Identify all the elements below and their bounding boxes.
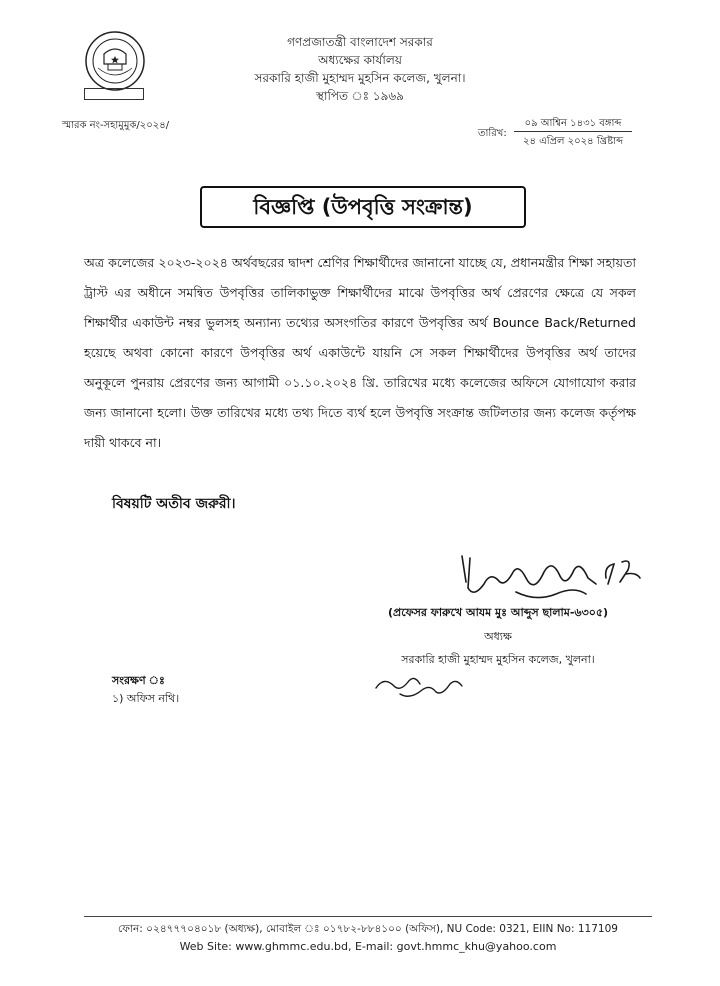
logo-caption-box xyxy=(84,88,144,100)
date-english: ২৪ এপ্রিল ২০২৪ খ্রিষ্টাব্দ xyxy=(522,136,624,147)
copy-to-label: সংরক্ষণ ঃ xyxy=(112,674,165,687)
footer-divider xyxy=(84,916,652,917)
date-label: তারিখ: xyxy=(478,128,507,139)
signatory-designation: অধ্যক্ষ xyxy=(484,630,512,643)
office-heading: অধ্যক্ষের কার্যালয় xyxy=(318,53,402,67)
notice-body: অত্র কলেজের ২০২৩-২০২৪ অর্থবছরের দ্বাদশ শ্রেণির শিক্ষার্থীদের জানানো যাচ্ছে যে, প্রধানমন্ত্রীর শিক্ষা সহায়তা ট্রাস্ট এর অধীনে সমন্বিত উপবৃত্তির তালিকাভুক্ত শিক্ষার্থীদের মাঝে উপবৃত্তির অর্থ প্রেরণের ক্ষেত্রে যে সকল শিক্ষার্থীর একাউন্ট নম্বর ভুলসহ অন্যান্য তথ্যের অসংগতির কারণে উপবৃত্তির অর্থ Bounce Back/Returned হয়েছে অথবা কোনো কারণে উপবৃত্তির অর্থ একাউন্টে যায়নি সে সকল শিক্ষার্থীদের উপবৃত্তির অর্থ তাদের অনুকূলে পুনরায় প্রেরণের জন্য আগামী ০১.১০.২০২৪ খ্রি. তারিখের মধ্যে কলেজের অফিসে যোগাযোগ করার জন্য জানানো হলো। উক্ত তারিখের মধ্যে তথ্য দিতে ব্যর্থ হলে উপবৃত্তি সংক্রান্ত জটিলতার জন্য কলেজ কর্তৃপক্ষ দায়ী থাকবে না। xyxy=(84,255,636,450)
footer-web: Web Site: www.ghmmc.edu.bd, E-mail: govt.hmmc_khu@yahoo.com xyxy=(179,940,557,953)
copy-to-item: ১) অফিস নথি। xyxy=(112,692,180,705)
college-logo-icon xyxy=(84,30,146,92)
memo-number: স্মারক নং-সহামুমুক/২০২৪/ xyxy=(62,120,170,131)
urgent-note: বিষয়টি অতীব জরুরী। xyxy=(112,496,236,512)
established-line: স্থাপিত ঃ ১৯৬৯ xyxy=(316,89,404,103)
signatory-name: (প্রফেসর ফারুখে আযম মুঃ আব্দুস ছালাম-৬৩০৫) xyxy=(387,606,609,619)
signatory-college: সরকারি হাজী মুহাম্মদ মুহসিন কলেজ, খুলনা। xyxy=(401,653,595,666)
date-divider xyxy=(514,131,632,132)
footer-contact: ফোন: ০২৪৭৭৭০৪০১৮ (অধ্যক্ষ), মোবাইল ঃ ০১৭৮২-৮৮৪১০০ (অফিস), NU Code: 0321, EIIN No: 117109 xyxy=(118,923,618,935)
initials-mark xyxy=(370,666,470,706)
signature-image xyxy=(456,548,662,610)
date-bangla: ০৯ আশ্বিন ১৪৩১ বঙ্গাব্দ xyxy=(524,118,622,129)
govt-heading: গণপ্রজাতন্ত্রী বাংলাদেশ সরকার xyxy=(287,35,433,49)
notice-title: বিজ্ঞপ্তি (উপবৃত্তি সংক্রান্ত) xyxy=(200,186,526,228)
college-heading: সরকারি হাজী মুহাম্মদ মুহসিন কলেজ, খুলনা। xyxy=(254,71,466,85)
